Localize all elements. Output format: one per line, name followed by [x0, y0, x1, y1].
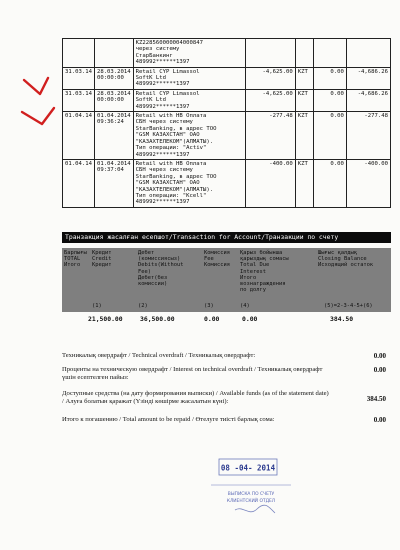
info-label: Итого к погашению / Total amount to be repaid / Өтелуге тиісті барлық сома:: [62, 416, 275, 423]
transaction-row: [63, 112, 391, 160]
tx-description: Retail CYP Limassol SoftK Ltd 489992******1397: [133, 67, 246, 89]
tx-processed: [94, 39, 133, 68]
tx-currency: KZT: [295, 67, 314, 89]
summary-index-2: (2): [138, 303, 148, 309]
tx-currency: KZT: [295, 112, 314, 160]
tx-date: 01.04.14: [63, 159, 95, 207]
transaction-row: [63, 39, 391, 68]
summary-header-credit: Кредит Credit Кредит: [92, 250, 112, 269]
tx-processed: 28.03.2014 00:00:00: [94, 89, 133, 111]
tx-fee: 0.00: [314, 159, 347, 207]
stamp-text-line-2: КЛИЕНТСКИЙ ОТДЕЛ: [226, 499, 276, 504]
summary-header-closing: Шығыс қалдық Closing Balance Исходящий остаток: [318, 250, 374, 269]
summary-value-closing: 384.50: [330, 315, 354, 323]
summary-index-4: (4): [240, 303, 250, 309]
info-label: Доступные средства (на дату формирования выписки) / Available funds (as of the statement date) / Алуға болатын қаражат (Үзінді көшірме жасалатын күні):: [62, 390, 329, 405]
tx-currency: KZT: [295, 89, 314, 111]
summary-header-fee: Комиссия Fee Комиссия: [204, 250, 230, 269]
tx-amount: -400.00: [246, 159, 295, 207]
summary-index-1: (1): [92, 303, 102, 309]
info-label: Проценты на техническую овердрафт / Interest on technical overdraft / Техникалық овердрафт үшін есептелген пайыз:: [62, 366, 323, 381]
info-value: 0.00: [373, 352, 386, 360]
tx-fee: 0.00: [314, 67, 347, 89]
transactions-table: [62, 38, 391, 208]
tx-balance: [346, 39, 390, 68]
tx-description: Retail CYP Limassol SoftK Ltd 489992******1397: [133, 89, 246, 111]
info-value: 0.00: [373, 366, 386, 374]
arrow-mark-1: [24, 78, 48, 94]
arrow-mark-2: [22, 108, 54, 124]
tx-balance: -277.48: [346, 112, 390, 160]
tx-description: Retail with HB Оплата СБН через систему StarBanking, в адрес ТОО "GSM КАЗАХСТАН" ОАО "КАЗАХТЕЛЕКОМ"(АЛМАТЫ). Тип операции: "Kcell" 489992******1397: [133, 159, 246, 207]
summary-value-fee: 0.00: [204, 315, 220, 323]
tx-balance: -4,686.26: [346, 89, 390, 111]
section-title-bar: Транзакция жасалған есепшот/Transaction for Account/Транзакции по счету: [62, 232, 391, 243]
summary-index-5: (5)=2-3-4-5+(6): [324, 303, 373, 309]
summary-values-row: [62, 315, 391, 324]
summary-index-3: (3): [204, 303, 214, 309]
tx-amount: -277.48: [246, 112, 295, 160]
tx-description: KZ228560000004000847 через систему СтарБанкинг 489992******1397: [133, 39, 246, 68]
info-row-technical-overdraft: [62, 352, 392, 360]
info-row-available-funds: [62, 390, 392, 406]
tx-amount: -4,625.00: [246, 67, 295, 89]
stamp-date: 08 -04- 2014: [220, 463, 276, 473]
tx-description: Retail with HB Оплата СБН через систему StarBanking, в адрес ТОО "GSM КАЗАХСТАН" ОАО "КАЗАХТЕЛЕКОМ"(АЛМАТЫ). Тип операции: "Activ" 489992******1397: [133, 112, 246, 160]
tx-processed: 28.03.2014 00:00:00: [94, 67, 133, 89]
tx-fee: 0.00: [314, 112, 347, 160]
summary-header-interest: Қарыз бойынша қарыздың сомасы Total Due Interest Итого вознаграждения по долгу: [240, 250, 289, 294]
tx-date: 01.04.14: [63, 112, 95, 160]
info-value: 0.00: [373, 416, 386, 424]
bank-stamp: [205, 455, 295, 525]
signature-scribble: [235, 505, 275, 513]
summary-header-total: Барлығы TOTAL Итого: [64, 250, 87, 269]
tx-currency: [295, 39, 314, 68]
info-value: 384.50: [366, 395, 386, 403]
transaction-row: [63, 89, 391, 111]
tx-date: 31.03.14: [63, 89, 95, 111]
info-row-total-repay: [62, 416, 392, 424]
tx-date: [63, 39, 95, 68]
info-label: Техникалық овердрафт / Technical overdraft / Техникалық овердрафт:: [62, 352, 256, 359]
tx-processed: 01.04.2014 09:36:24: [94, 112, 133, 160]
summary-value-credit: 21,500.00: [88, 315, 123, 323]
summary-grid: [62, 248, 391, 312]
info-row-overdraft-interest: [62, 366, 392, 382]
tx-balance: -4,686.26: [346, 67, 390, 89]
tx-amount: [246, 39, 295, 68]
summary-value-debits: 36,500.00: [140, 315, 175, 323]
tx-processed: 01.04.2014 09:37:04: [94, 159, 133, 207]
tx-date: 31.03.14: [63, 67, 95, 89]
transaction-row: [63, 67, 391, 89]
tx-currency: KZT: [295, 159, 314, 207]
tx-amount: -4,625.00: [246, 89, 295, 111]
tx-fee: [314, 39, 347, 68]
stamp-text-line-1: ВЫПИСКА ПО СЧЕТУ: [227, 492, 275, 497]
summary-header-debits: Дебет (комиссиясыз) Debits(Without Fee) Дебет(без комиссии): [138, 250, 184, 288]
tx-fee: 0.00: [314, 89, 347, 111]
tx-balance: -400.00: [346, 159, 390, 207]
transaction-row: [63, 159, 391, 207]
summary-value-interest: 0.00: [242, 315, 258, 323]
